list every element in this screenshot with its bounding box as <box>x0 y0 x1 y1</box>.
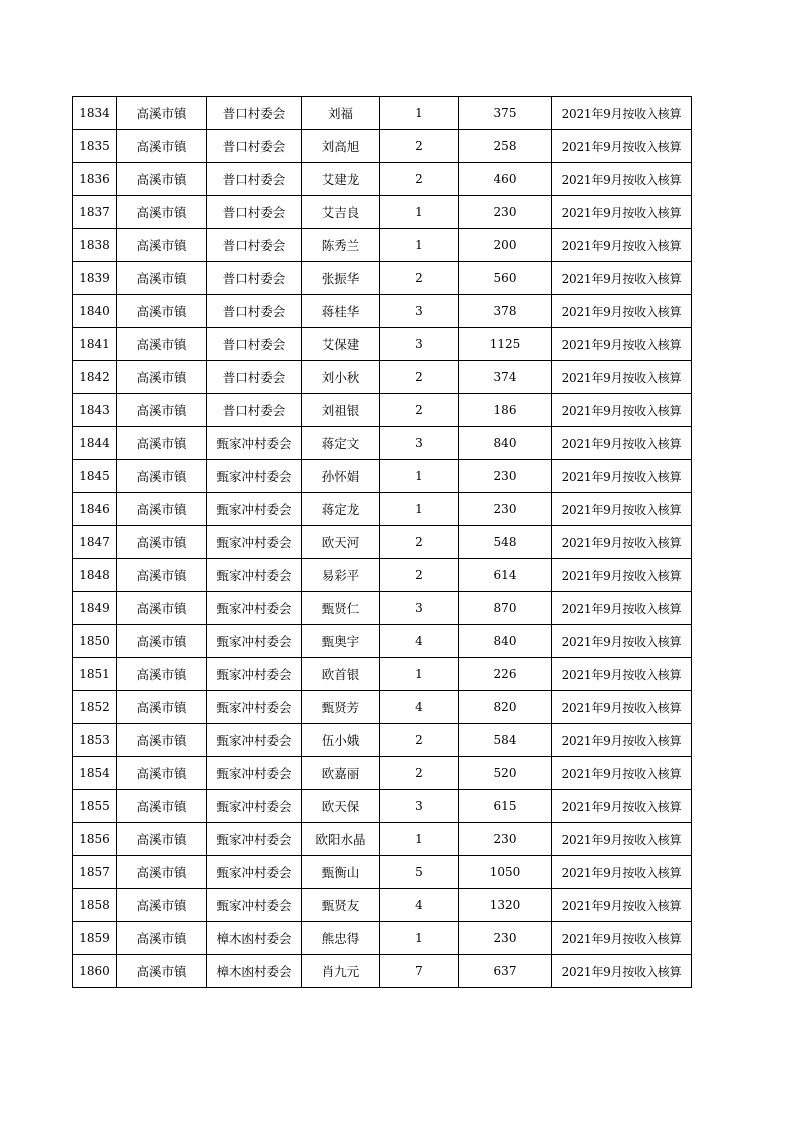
town-cell: 高溪市镇 <box>117 460 207 493</box>
note-cell: 2021年9月按收入核算 <box>552 691 692 724</box>
row-number-cell: 1838 <box>73 229 117 262</box>
village-committee-cell: 甄家冲村委会 <box>207 493 302 526</box>
table-row <box>73 394 692 427</box>
table-row <box>73 625 692 658</box>
town-cell: 高溪市镇 <box>117 658 207 691</box>
table-row <box>73 97 692 130</box>
row-number-cell: 1843 <box>73 394 117 427</box>
note-cell: 2021年9月按收入核算 <box>552 592 692 625</box>
note-cell: 2021年9月按收入核算 <box>552 625 692 658</box>
village-committee-cell: 普口村委会 <box>207 394 302 427</box>
town-cell: 高溪市镇 <box>117 757 207 790</box>
note-cell: 2021年9月按收入核算 <box>552 130 692 163</box>
row-number-cell: 1855 <box>73 790 117 823</box>
amount-cell: 230 <box>459 493 552 526</box>
village-committee-cell: 甄家冲村委会 <box>207 823 302 856</box>
town-cell: 高溪市镇 <box>117 130 207 163</box>
person-name-cell: 伍小娥 <box>302 724 380 757</box>
table-row <box>73 790 692 823</box>
town-cell: 高溪市镇 <box>117 361 207 394</box>
household-size-cell: 1 <box>380 493 459 526</box>
town-cell: 高溪市镇 <box>117 328 207 361</box>
row-number-cell: 1849 <box>73 592 117 625</box>
household-size-cell: 2 <box>380 724 459 757</box>
amount-cell: 186 <box>459 394 552 427</box>
note-cell: 2021年9月按收入核算 <box>552 790 692 823</box>
amount-cell: 560 <box>459 262 552 295</box>
amount-cell: 820 <box>459 691 552 724</box>
village-committee-cell: 甄家冲村委会 <box>207 427 302 460</box>
note-cell: 2021年9月按收入核算 <box>552 889 692 922</box>
household-size-cell: 2 <box>380 757 459 790</box>
table-row <box>73 493 692 526</box>
household-size-cell: 4 <box>380 691 459 724</box>
household-size-cell: 2 <box>380 262 459 295</box>
town-cell: 高溪市镇 <box>117 955 207 988</box>
village-committee-cell: 甄家冲村委会 <box>207 592 302 625</box>
row-number-cell: 1860 <box>73 955 117 988</box>
household-size-cell: 2 <box>380 526 459 559</box>
note-cell: 2021年9月按收入核算 <box>552 196 692 229</box>
person-name-cell: 陈秀兰 <box>302 229 380 262</box>
village-committee-cell: 普口村委会 <box>207 196 302 229</box>
row-number-cell: 1842 <box>73 361 117 394</box>
village-committee-cell: 甄家冲村委会 <box>207 856 302 889</box>
town-cell: 高溪市镇 <box>117 196 207 229</box>
person-name-cell: 甄贤仁 <box>302 592 380 625</box>
amount-cell: 375 <box>459 97 552 130</box>
row-number-cell: 1837 <box>73 196 117 229</box>
town-cell: 高溪市镇 <box>117 295 207 328</box>
town-cell: 高溪市镇 <box>117 493 207 526</box>
note-cell: 2021年9月按收入核算 <box>552 262 692 295</box>
row-number-cell: 1841 <box>73 328 117 361</box>
note-cell: 2021年9月按收入核算 <box>552 493 692 526</box>
household-size-cell: 1 <box>380 823 459 856</box>
town-cell: 高溪市镇 <box>117 922 207 955</box>
village-committee-cell: 甄家冲村委会 <box>207 757 302 790</box>
town-cell: 高溪市镇 <box>117 790 207 823</box>
note-cell: 2021年9月按收入核算 <box>552 460 692 493</box>
person-name-cell: 欧天河 <box>302 526 380 559</box>
village-committee-cell: 甄家冲村委会 <box>207 889 302 922</box>
household-size-cell: 3 <box>380 592 459 625</box>
row-number-cell: 1857 <box>73 856 117 889</box>
amount-cell: 840 <box>459 625 552 658</box>
village-committee-cell: 普口村委会 <box>207 328 302 361</box>
amount-cell: 520 <box>459 757 552 790</box>
records-table <box>72 96 692 988</box>
table-row <box>73 823 692 856</box>
table-row <box>73 955 692 988</box>
village-committee-cell: 甄家冲村委会 <box>207 658 302 691</box>
village-committee-cell: 樟木凼村委会 <box>207 955 302 988</box>
village-committee-cell: 普口村委会 <box>207 130 302 163</box>
person-name-cell: 欧嘉丽 <box>302 757 380 790</box>
table-row <box>73 889 692 922</box>
amount-cell: 460 <box>459 163 552 196</box>
amount-cell: 230 <box>459 196 552 229</box>
household-size-cell: 2 <box>380 163 459 196</box>
person-name-cell: 刘福 <box>302 97 380 130</box>
person-name-cell: 孙怀娟 <box>302 460 380 493</box>
table-row <box>73 328 692 361</box>
row-number-cell: 1847 <box>73 526 117 559</box>
household-size-cell: 5 <box>380 856 459 889</box>
row-number-cell: 1834 <box>73 97 117 130</box>
person-name-cell: 欧天保 <box>302 790 380 823</box>
row-number-cell: 1845 <box>73 460 117 493</box>
table-row <box>73 460 692 493</box>
town-cell: 高溪市镇 <box>117 394 207 427</box>
row-number-cell: 1858 <box>73 889 117 922</box>
note-cell: 2021年9月按收入核算 <box>552 394 692 427</box>
town-cell: 高溪市镇 <box>117 889 207 922</box>
person-name-cell: 甄衡山 <box>302 856 380 889</box>
note-cell: 2021年9月按收入核算 <box>552 229 692 262</box>
household-size-cell: 3 <box>380 790 459 823</box>
person-name-cell: 熊忠得 <box>302 922 380 955</box>
person-name-cell: 欧首银 <box>302 658 380 691</box>
table-row <box>73 196 692 229</box>
village-committee-cell: 普口村委会 <box>207 361 302 394</box>
amount-cell: 374 <box>459 361 552 394</box>
town-cell: 高溪市镇 <box>117 559 207 592</box>
household-size-cell: 1 <box>380 196 459 229</box>
amount-cell: 378 <box>459 295 552 328</box>
village-committee-cell: 普口村委会 <box>207 295 302 328</box>
person-name-cell: 艾保建 <box>302 328 380 361</box>
household-size-cell: 3 <box>380 295 459 328</box>
amount-cell: 584 <box>459 724 552 757</box>
table-row <box>73 229 692 262</box>
table-row <box>73 295 692 328</box>
table-row <box>73 163 692 196</box>
table-row <box>73 559 692 592</box>
note-cell: 2021年9月按收入核算 <box>552 724 692 757</box>
row-number-cell: 1846 <box>73 493 117 526</box>
note-cell: 2021年9月按收入核算 <box>552 955 692 988</box>
person-name-cell: 张振华 <box>302 262 380 295</box>
note-cell: 2021年9月按收入核算 <box>552 526 692 559</box>
household-size-cell: 1 <box>380 658 459 691</box>
table-row <box>73 922 692 955</box>
note-cell: 2021年9月按收入核算 <box>552 823 692 856</box>
amount-cell: 200 <box>459 229 552 262</box>
household-size-cell: 1 <box>380 97 459 130</box>
table-row <box>73 691 692 724</box>
household-size-cell: 3 <box>380 328 459 361</box>
note-cell: 2021年9月按收入核算 <box>552 658 692 691</box>
person-name-cell: 刘高旭 <box>302 130 380 163</box>
household-size-cell: 1 <box>380 229 459 262</box>
note-cell: 2021年9月按收入核算 <box>552 922 692 955</box>
village-committee-cell: 甄家冲村委会 <box>207 724 302 757</box>
table-row <box>73 856 692 889</box>
amount-cell: 1050 <box>459 856 552 889</box>
note-cell: 2021年9月按收入核算 <box>552 163 692 196</box>
town-cell: 高溪市镇 <box>117 526 207 559</box>
row-number-cell: 1851 <box>73 658 117 691</box>
amount-cell: 1125 <box>459 328 552 361</box>
village-committee-cell: 甄家冲村委会 <box>207 625 302 658</box>
person-name-cell: 刘小秋 <box>302 361 380 394</box>
household-size-cell: 2 <box>380 361 459 394</box>
person-name-cell: 甄奥宇 <box>302 625 380 658</box>
amount-cell: 614 <box>459 559 552 592</box>
household-size-cell: 3 <box>380 427 459 460</box>
household-size-cell: 4 <box>380 889 459 922</box>
household-size-cell: 1 <box>380 460 459 493</box>
amount-cell: 258 <box>459 130 552 163</box>
records-table-body <box>73 97 692 988</box>
town-cell: 高溪市镇 <box>117 625 207 658</box>
table-row <box>73 130 692 163</box>
village-committee-cell: 普口村委会 <box>207 229 302 262</box>
household-size-cell: 2 <box>380 130 459 163</box>
table-row <box>73 724 692 757</box>
row-number-cell: 1853 <box>73 724 117 757</box>
town-cell: 高溪市镇 <box>117 592 207 625</box>
row-number-cell: 1854 <box>73 757 117 790</box>
note-cell: 2021年9月按收入核算 <box>552 361 692 394</box>
row-number-cell: 1836 <box>73 163 117 196</box>
person-name-cell: 甄贤友 <box>302 889 380 922</box>
town-cell: 高溪市镇 <box>117 427 207 460</box>
table-row <box>73 427 692 460</box>
note-cell: 2021年9月按收入核算 <box>552 559 692 592</box>
table-row <box>73 757 692 790</box>
person-name-cell: 艾建龙 <box>302 163 380 196</box>
row-number-cell: 1856 <box>73 823 117 856</box>
row-number-cell: 1835 <box>73 130 117 163</box>
village-committee-cell: 甄家冲村委会 <box>207 790 302 823</box>
row-number-cell: 1839 <box>73 262 117 295</box>
person-name-cell: 欧阳水晶 <box>302 823 380 856</box>
note-cell: 2021年9月按收入核算 <box>552 757 692 790</box>
village-committee-cell: 普口村委会 <box>207 262 302 295</box>
table-row <box>73 262 692 295</box>
town-cell: 高溪市镇 <box>117 856 207 889</box>
row-number-cell: 1859 <box>73 922 117 955</box>
village-committee-cell: 普口村委会 <box>207 97 302 130</box>
amount-cell: 226 <box>459 658 552 691</box>
row-number-cell: 1844 <box>73 427 117 460</box>
town-cell: 高溪市镇 <box>117 262 207 295</box>
note-cell: 2021年9月按收入核算 <box>552 97 692 130</box>
town-cell: 高溪市镇 <box>117 823 207 856</box>
person-name-cell: 易彩平 <box>302 559 380 592</box>
note-cell: 2021年9月按收入核算 <box>552 427 692 460</box>
person-name-cell: 蒋定龙 <box>302 493 380 526</box>
table-row <box>73 526 692 559</box>
person-name-cell: 蒋定文 <box>302 427 380 460</box>
village-committee-cell: 甄家冲村委会 <box>207 559 302 592</box>
row-number-cell: 1848 <box>73 559 117 592</box>
amount-cell: 230 <box>459 922 552 955</box>
household-size-cell: 2 <box>380 394 459 427</box>
person-name-cell: 刘祖银 <box>302 394 380 427</box>
note-cell: 2021年9月按收入核算 <box>552 856 692 889</box>
note-cell: 2021年9月按收入核算 <box>552 328 692 361</box>
amount-cell: 1320 <box>459 889 552 922</box>
amount-cell: 230 <box>459 823 552 856</box>
note-cell: 2021年9月按收入核算 <box>552 295 692 328</box>
amount-cell: 870 <box>459 592 552 625</box>
row-number-cell: 1840 <box>73 295 117 328</box>
amount-cell: 615 <box>459 790 552 823</box>
town-cell: 高溪市镇 <box>117 163 207 196</box>
village-committee-cell: 普口村委会 <box>207 163 302 196</box>
table-row <box>73 592 692 625</box>
row-number-cell: 1852 <box>73 691 117 724</box>
village-committee-cell: 甄家冲村委会 <box>207 460 302 493</box>
amount-cell: 637 <box>459 955 552 988</box>
household-size-cell: 2 <box>380 559 459 592</box>
person-name-cell: 肖九元 <box>302 955 380 988</box>
household-size-cell: 1 <box>380 922 459 955</box>
town-cell: 高溪市镇 <box>117 724 207 757</box>
person-name-cell: 艾吉良 <box>302 196 380 229</box>
table-row <box>73 658 692 691</box>
amount-cell: 230 <box>459 460 552 493</box>
village-committee-cell: 樟木凼村委会 <box>207 922 302 955</box>
amount-cell: 840 <box>459 427 552 460</box>
table-row <box>73 361 692 394</box>
amount-cell: 548 <box>459 526 552 559</box>
person-name-cell: 蒋桂华 <box>302 295 380 328</box>
village-committee-cell: 甄家冲村委会 <box>207 691 302 724</box>
town-cell: 高溪市镇 <box>117 691 207 724</box>
town-cell: 高溪市镇 <box>117 229 207 262</box>
household-size-cell: 7 <box>380 955 459 988</box>
town-cell: 高溪市镇 <box>117 97 207 130</box>
village-committee-cell: 甄家冲村委会 <box>207 526 302 559</box>
person-name-cell: 甄贤芳 <box>302 691 380 724</box>
row-number-cell: 1850 <box>73 625 117 658</box>
household-size-cell: 4 <box>380 625 459 658</box>
